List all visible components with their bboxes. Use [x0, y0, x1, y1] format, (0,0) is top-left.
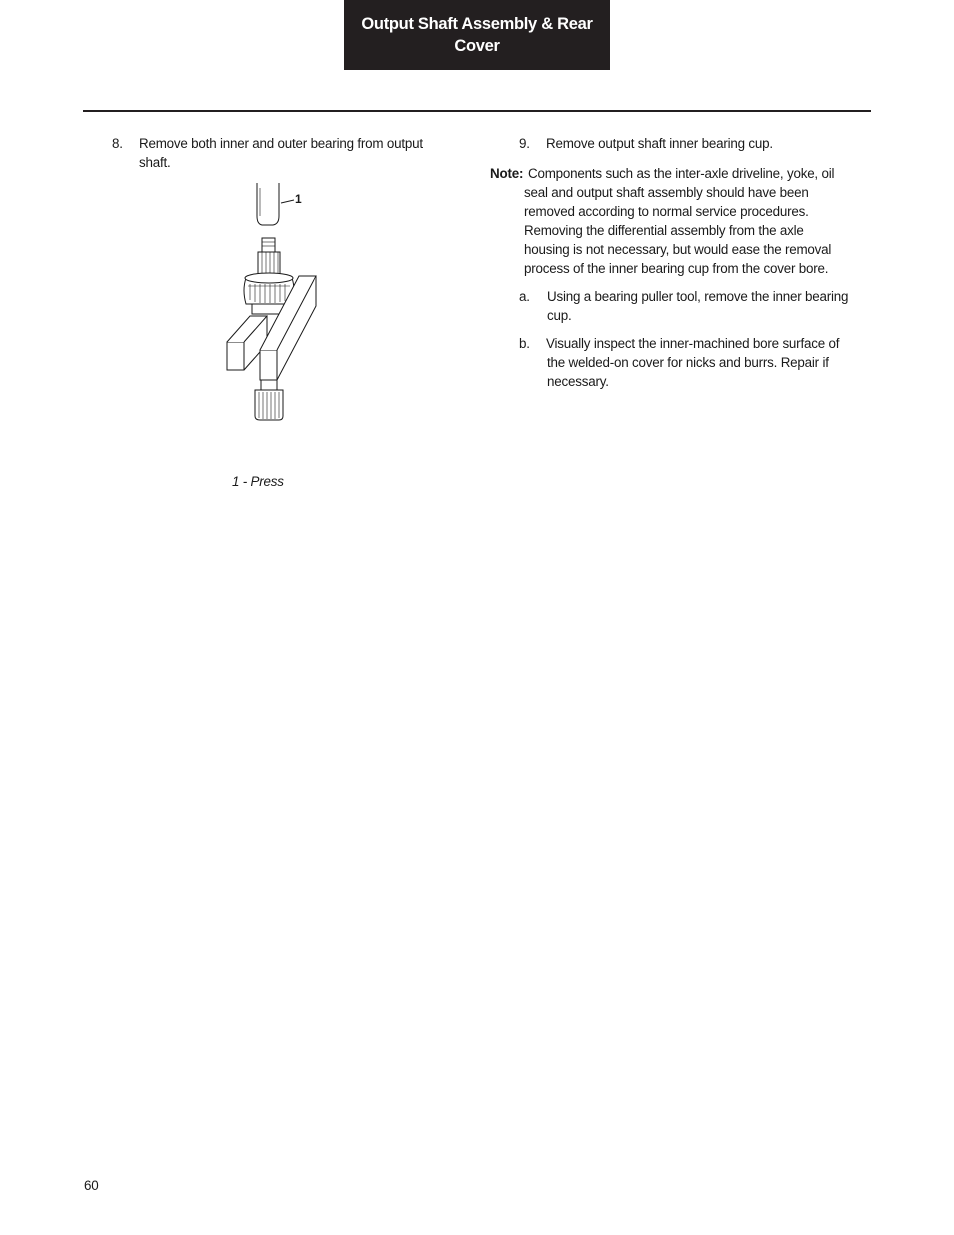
figure-caption: 1 - Press [232, 474, 284, 489]
substep-letter: b. [519, 336, 530, 351]
section-title: Output Shaft Assembly & Rear Cover [361, 15, 593, 55]
step-8 [112, 134, 442, 174]
substep-text-line: Using a bearing puller tool, remove the inner bearing [547, 289, 849, 304]
note-block [490, 164, 850, 279]
press-illustration [222, 180, 332, 425]
figure-callout-number: 1 [295, 192, 302, 206]
header-rule [83, 110, 871, 112]
step-number: 8. [112, 136, 123, 151]
note-label: Note: [490, 166, 524, 181]
note-text-line: housing is not necessary, but would ease the removal [524, 242, 832, 257]
section-header-tab [344, 0, 610, 70]
substep-text-line: Visually inspect the inner-machined bore surface of [546, 336, 840, 351]
substep-text-line: necessary. [547, 374, 609, 389]
note-text-line: process of the inner bearing cup from the cover bore. [524, 261, 829, 276]
step-text-line: Remove both inner and outer bearing from output [139, 136, 423, 151]
note-text-line: seal and output shaft assembly should have been [524, 185, 809, 200]
step-text-line: Remove output shaft inner bearing cup. [546, 136, 773, 151]
substep-text-line: cup. [547, 308, 572, 323]
substep-letter: a. [519, 289, 530, 304]
note-text-line: Removing the differential assembly from the axle [524, 223, 804, 238]
note-text-line: removed according to normal service procedures. [524, 204, 809, 219]
substep-b [519, 334, 849, 394]
substep-a [519, 287, 849, 327]
substep-text-line: the welded-on cover for nicks and burrs. Repair if [547, 355, 829, 370]
bearing-press-figure [222, 180, 332, 425]
step-9 [519, 134, 849, 154]
note-text-line: Components such as the inter-axle driveline, yoke, oil [528, 166, 835, 181]
page-number: 60 [84, 1178, 99, 1193]
step-number: 9. [519, 136, 530, 151]
step-text-line: shaft. [139, 155, 171, 170]
